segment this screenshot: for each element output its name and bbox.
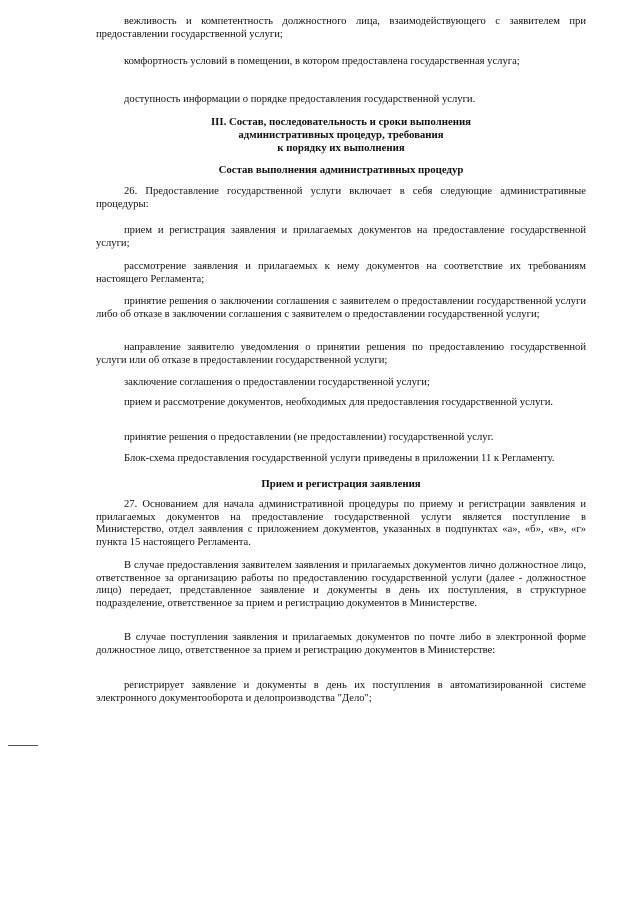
paragraph-review: рассмотрение заявления и прилагаемых к нему документов на соответствие их требованиям настоящего Регламента; — [96, 261, 586, 285]
paragraph-receipt-review-docs: прием и рассмотрение документов, необходимых для предоставления государственной услуги. — [124, 397, 554, 408]
section-heading-line1: III. Состав, последовательность и сроки выполнения — [210, 116, 472, 128]
paragraph-personal-submission: В случае предоставления заявителем заявления и прилагаемых документов лично должностное лицо, ответственное за организацию работы по предоставлению государственной услуги (далее - должностное лицо) передает, представленное заявление и документы в день их поступления, в структурное подразделение, ответственное за прием и регистрацию документов в Министерстве. — [96, 560, 586, 609]
footnote-divider — [8, 745, 38, 746]
paragraph-conclusion-agreement: заключение соглашения о предоставлении государственной услуги; — [124, 377, 430, 388]
paragraph-comfort: комфортность условий в помещении, в котором предоставлена государственная услуга; — [124, 56, 520, 67]
section-heading-line3: к порядку их выполнения — [277, 142, 405, 154]
paragraph-block-scheme: Блок-схема предоставления государственной услуги приведены в приложении 11 к Регламенту. — [124, 453, 555, 464]
paragraph-accessibility: доступность информации о порядке предоставления государственной услуги. — [124, 94, 476, 105]
paragraph-courtesy: вежливость и компетентность должностного лица, взаимодействующего с заявителем при предоставлении государственной услуги; — [96, 16, 586, 40]
section-heading-line2: административных процедур, требования — [238, 129, 444, 141]
paragraph-decision-agreement: принятие решения о заключении соглашения с заявителем о предоставлении государственной услуги либо об отказе в заключении соглашения с заявителем о предоставлении государственной услуги; — [96, 296, 586, 320]
paragraph-postal-submission: В случае поступления заявления и прилагаемых документов по почте либо в электронной форме должностное лицо, ответственное за прием и регистрацию документов в Министерстве: — [96, 632, 586, 656]
paragraph-26: 26. Предоставление государственной услуги включает в себя следующие административные процедуры: — [96, 186, 586, 210]
subsection-heading-procedures: Состав выполнения административных процедур — [218, 164, 464, 176]
paragraph-registration-delo: регистрирует заявление и документы в день их поступления в автоматизированной системе электронного документооборота и делопроизводства "Дело"; — [96, 680, 586, 704]
subsection-heading-receipt: Прием и регистрация заявления — [261, 478, 421, 490]
paragraph-27: 27. Основанием для начала административной процедуры по приему и регистрации заявления и прилагаемых документов на предоставление государственной услуги является поступление в Министерство, отдел заявления с приложением документов, указанных в подпунктах «а», «б», «в», «г» пункта 15 настоящего Регламента. — [96, 499, 586, 548]
paragraph-decision-provision: принятие решения о предоставлении (не предоставлении) государственной услуг. — [124, 432, 494, 443]
paragraph-receipt-registration: прием и регистрация заявления и прилагаемых документов на предоставление государственной услуги; — [96, 225, 586, 249]
paragraph-notification: направление заявителю уведомления о принятии решения по предоставлению государственной услуги или об отказе в предоставлении государственной услуги; — [96, 342, 586, 366]
